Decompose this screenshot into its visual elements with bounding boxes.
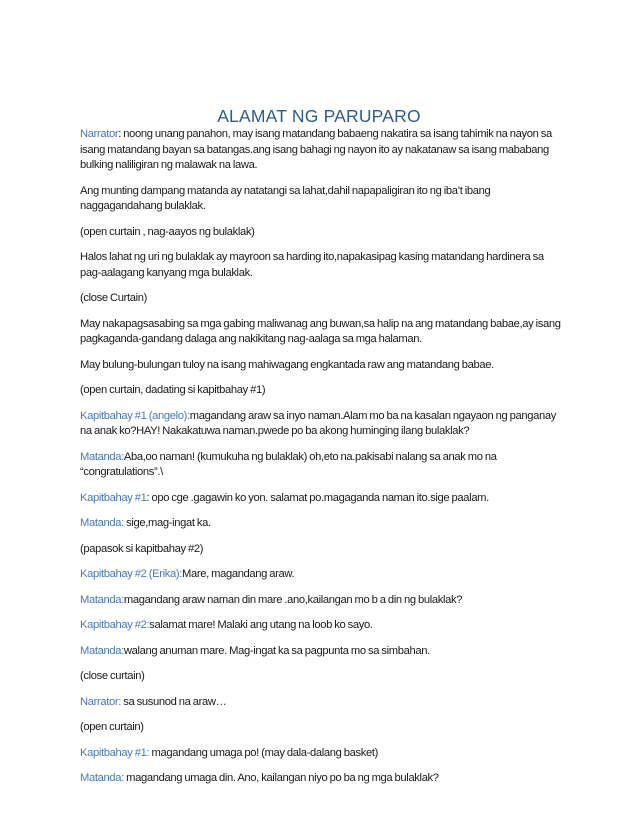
paragraph [80, 695, 562, 711]
speaker-label: Kapitbahay #1 [80, 491, 147, 504]
paragraph [80, 542, 562, 558]
paragraph-text: Ang munting dampang matanda ay natatangi sa lahat,dahil napapaligiran ito ng iba’t ibang naggagandahang bulaklak. [80, 184, 491, 212]
paragraph [80, 644, 562, 660]
speaker-label: Matanda: [80, 593, 124, 606]
paragraph [80, 409, 562, 440]
paragraph [80, 771, 562, 787]
paragraph [80, 491, 562, 507]
paragraph-text: walang anuman mare. Mag-ingat ka sa pagpunta mo sa simbahan. [123, 644, 430, 657]
speaker-label: Matanda: [80, 450, 124, 463]
paragraph [80, 450, 562, 481]
paragraph-text: magandang araw sa inyo naman.Alam mo ba na kasalan ngayaon ng panganay na anak ko?HAY! Nakakatuwa naman.pwede po ba akong huminging ilang bulaklak? [80, 409, 556, 437]
paragraph [80, 720, 562, 736]
speaker-label: Kapitbahay #2 (Erika): [80, 568, 182, 580]
speaker-label: Kapitbahay #1: [80, 746, 150, 759]
paragraph [80, 225, 562, 241]
paragraph [80, 291, 562, 307]
paragraph-text: opo cge .gagawin ko yon. salamat po.magaganda naman ito.sige paalam. [151, 491, 489, 504]
speaker-label: Matanda: [80, 772, 124, 784]
speaker-label: Narrator [80, 128, 119, 140]
paragraph-text: (open curtain, dadating si kapitbahay #1) [80, 384, 266, 396]
paragraph [80, 593, 562, 609]
paragraph [80, 618, 562, 634]
speaker-label: Narrator: [80, 695, 121, 708]
paragraph-text: (open curtain) [80, 721, 144, 733]
speaker-label: Matanda: [80, 644, 124, 657]
paragraph-text: May bulung-bulungan tuloy na isang mahiwagang engkantada raw ang matandang babae. [80, 358, 494, 371]
paragraph [80, 383, 562, 399]
speaker-separator: : [118, 128, 124, 140]
paragraph [80, 516, 562, 532]
paragraph-text: (papasok si kapitbahay #2) [80, 542, 204, 555]
paragraph-text: salamat mare! Malaki ang utang na loob ko sayo. [149, 619, 373, 631]
paragraph-text: noong unang panahon, may isang matandang babaeng nakatira sa isang tahimik na nayon sa isang matandang bayan sa batangas.ang isang bahagi ng nayon ito ay nakatanaw sa isang mababang bulking naliligiran ng malawak na lawa. [80, 128, 552, 171]
speaker-label: Kapitbahay #2: [80, 619, 150, 631]
paragraph-text: magandang umaga din. Ano, kailangan niyo po ba ng mga bulaklak? [126, 772, 439, 784]
paragraph-text: sige,mag-ingat ka. [126, 517, 211, 529]
paragraph-text: (close curtain) [80, 670, 145, 682]
document-body [80, 127, 562, 797]
paragraph-text: (close Curtain) [80, 292, 147, 304]
speaker-label: Matanda: [80, 517, 124, 529]
paragraph-text: magandang araw naman din mare .ano,kailangan mo b a din ng bulaklak? [123, 593, 463, 606]
speaker-label: Kapitbahay #1 (angelo): [80, 409, 190, 422]
paragraph [80, 127, 562, 174]
paragraph-text: May nakapagsasabing sa mga gabing maliwanag ang buwan,sa halip na ang matandang babae,ay isang pagkaganda-gandang dalaga ang nakikitang nag-aalaga sa mga halaman. [80, 317, 561, 345]
paragraph [80, 184, 562, 215]
paragraph [80, 746, 562, 762]
page-title: ALAMAT NG PARUPARO [217, 106, 421, 126]
paragraph-text: Halos lahat ng uri ng bulaklak ay mayroon sa harding ito,napakasipag kasing matandang hardinera sa pag-aalagang kanyang mga bulaklak. [80, 251, 544, 279]
paragraph-text: Aba,oo naman! (kumukuha ng bulaklak) oh,eto na.pakisabi nalang sa anak mo na “congratulations”.\ [80, 450, 497, 478]
paragraph [80, 669, 562, 685]
paragraph-text: sa susunod na araw… [123, 695, 227, 708]
paragraph-text: Mare, magandang araw. [182, 568, 295, 580]
paragraph-text: magandang umaga po! (may dala-dalang basket) [151, 746, 379, 759]
paragraph [80, 567, 562, 583]
speaker-separator: : [146, 491, 152, 504]
paragraph [80, 250, 562, 281]
paragraph [80, 317, 562, 348]
paragraph-text: (open curtain , nag-aayos ng bulaklak) [80, 225, 255, 238]
paragraph [80, 358, 562, 374]
